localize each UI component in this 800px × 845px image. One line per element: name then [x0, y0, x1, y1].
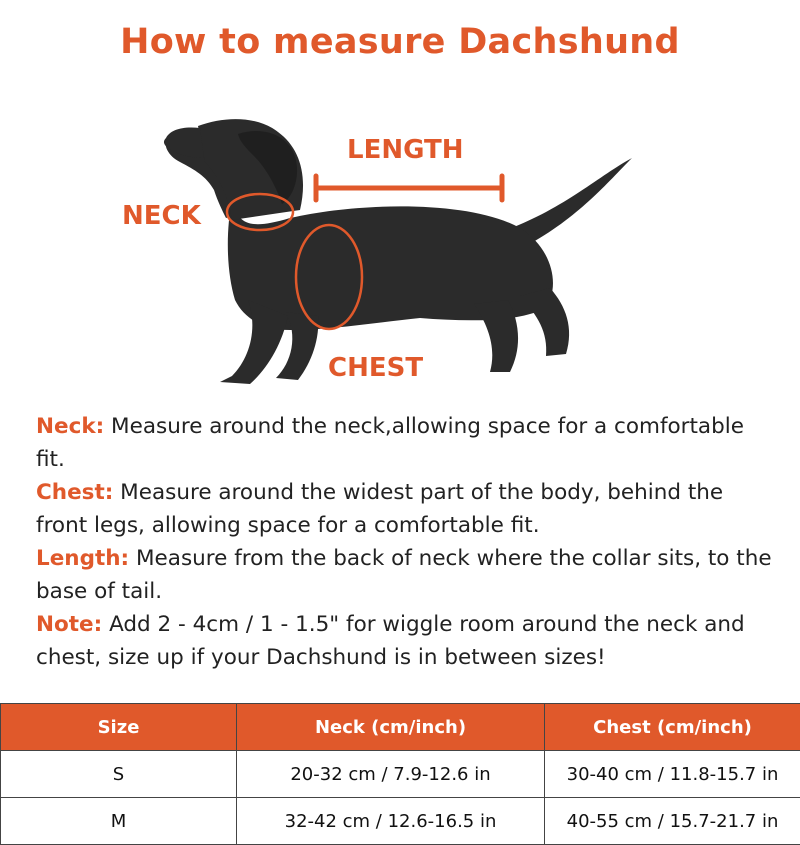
- length-label: LENGTH: [347, 135, 463, 165]
- neck-cell: 32-42 cm / 12.6-16.5 in: [237, 798, 545, 845]
- header-chest: Chest (cm/inch): [545, 704, 800, 751]
- instruction-length: Length: Measure from the back of neck where the collar sits, to the base of tail.: [36, 542, 776, 608]
- instruction-neck: Neck: Measure around the neck,allowing space for a comfortable fit.: [36, 410, 776, 476]
- table-row: [1, 798, 800, 845]
- size-cell: S: [1, 751, 237, 798]
- chest-label: CHEST: [328, 353, 423, 383]
- instruction-chest: Chest: Measure around the widest part of the body, behind the front legs, allowing space for a comfortable fit.: [36, 476, 776, 542]
- chest-cell: 40-55 cm / 15.7-21.7 in: [545, 798, 800, 845]
- neck-cell: 20-32 cm / 7.9-12.6 in: [237, 751, 545, 798]
- dachshund-measurement-diagram: [0, 100, 800, 400]
- table-row: [1, 751, 800, 798]
- chest-cell: 30-40 cm / 11.8-15.7 in: [545, 751, 800, 798]
- header-neck: Neck (cm/inch): [237, 704, 545, 751]
- measurement-instructions: [36, 410, 776, 674]
- length-indicator: [316, 176, 502, 200]
- size-cell: M: [1, 798, 237, 845]
- table-header-row: [1, 704, 800, 751]
- page-title: How to measure Dachshund: [0, 22, 800, 62]
- header-size: Size: [1, 704, 237, 751]
- size-chart-table: [0, 703, 800, 845]
- instruction-note: Note: Add 2 - 4cm / 1 - 1.5" for wiggle room around the neck and chest, size up if your Dachshund is in between sizes!: [36, 608, 776, 674]
- neck-label: NECK: [122, 201, 202, 231]
